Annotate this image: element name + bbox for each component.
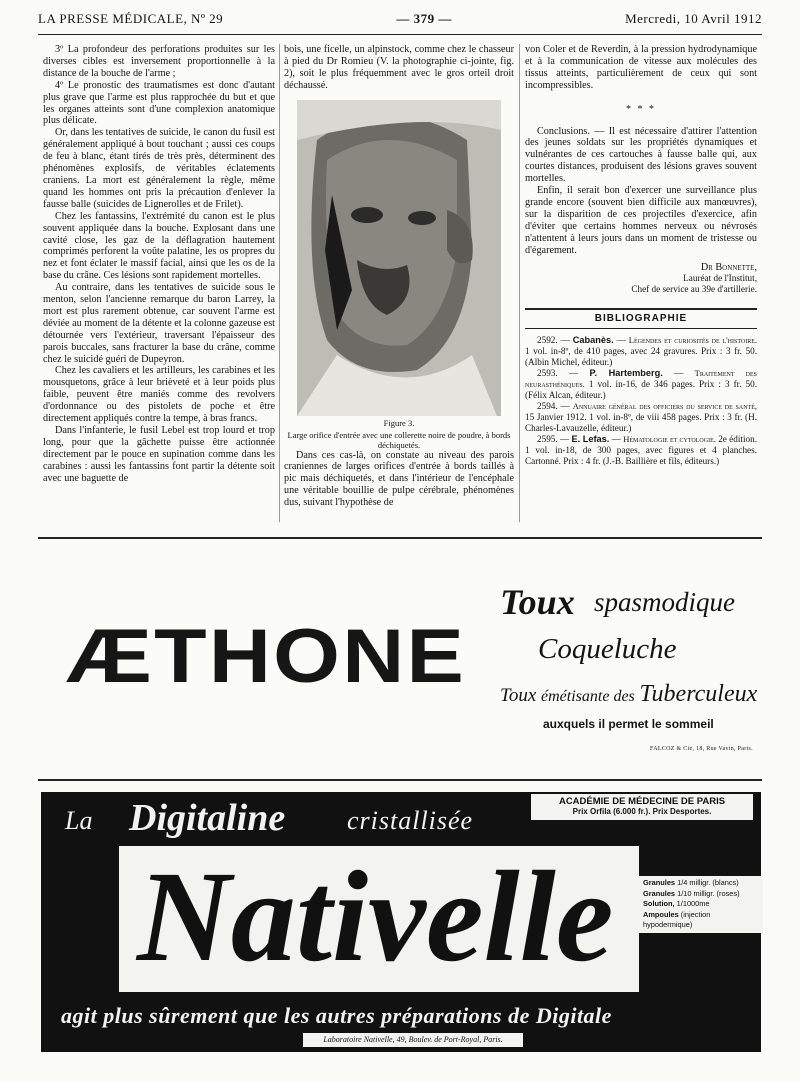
paragraph: Au contraire, dans les tentatives de suicide sous le menton, selon l'ancienne remarque du baron Larrey, la mort est plus rarement obtenue, car souvent l'arme est déviée au moment de la détente et la colonne gazeuse est détournée vers l'extérieur, traversant l'épaisseur des parois buccales, sans fracturer la base du crâne, comme chez le suicidé guéri de Dupeyron. [43,282,275,365]
page-number: — 379 — [396,11,452,26]
column-divider [519,44,520,522]
dosage-line: Ampoules (injection hypodermique) [643,909,711,929]
academie-box [531,794,753,820]
bibliography-entry: 2593. — P. Hartemberg. — Traitement des neurasthéniques. 1 vol. in-16, de 346 pages. Prix : 3 fr. 50. (Félix Alcan, éditeur.) [525,368,758,401]
article-column-1 [43,44,275,485]
author-title: Chef de service au 39e d'artillerie. [631,283,757,294]
section-separator: * * * [626,103,656,115]
paragraph: Chez les cavaliers et les artilleurs, les carabines et les mousquetons, grâce à leur brièveté et à leur poids plus faible, peuvent être maniés comme des revolvers d'ordonnance ou des pistolets de poche et être directement appliqués contre la tempe, à bras francs. [43,365,275,425]
academie-title: ACADÉMIE DE MÉDECINE DE PARIS [558,796,726,807]
paragraph: Enfin, il serait bon d'exercer une surveillance plus grande encore (souvent bien difficile aux manœuvres), sur la disparition de ces projectiles d'exercice, afin d'éviter que certains hommes nerveux ou névrosés n'attentent à leurs jours dans un moment de tristesse ou d'égarement. [525,185,757,256]
article-column-3 [525,44,757,467]
nativelle-advertisement [41,792,761,1052]
ad-separator-rule [38,537,762,539]
nativelle-brand: Nativelle [137,845,614,989]
paragraph: 4º Le pronostic des traumatismes est donc d'autant plus grave que l'arme est plus rapprochée du but et que les organes atteints sont d'une complexion anatomique plus délicate. [43,79,275,127]
laboratoire-address: Laboratoire Nativelle, 49, Boulev. de Port-Royal, Paris. [303,1033,523,1047]
aethone-advertisement [38,541,762,781]
coqueluche-word: Coqueluche [538,633,677,665]
author-name: Dr Bonnette, [700,261,757,273]
paragraph: Or, dans les tentatives de suicide, le canon du fusil est généralement appliqué à bout touchant ; aussi ces coups de feu à blanc, étant tirés de très près, déterminent des phénomènes explosifs, de véritables éclatements craniens. La mort est généralement la règle, même quand les hommes ont pris la précaution d'enlever la fausse balle (suicides de Lignerolles et de Frilet). [43,127,275,210]
cristallisee-word: cristallisée [347,806,474,835]
ad-separator-rule [38,779,762,781]
figure-label: Figure 3. [383,417,415,428]
author-title: Lauréat de l'Institut, [683,273,757,284]
falcoz-address: FALCOZ & Cie, 18, Rue Vavin, Paris. [650,746,753,752]
paragraph: von Coler et de Reverdin, à la pression hydrodynamique et à la communication de vitesse aux molécules des tissus atteints, particulièrement de ceux qui sont incompressibles. [525,44,757,91]
page-header [38,8,762,30]
bibliography-entry: 2594. — Annuaire général des officiers du service de santé, 15 Janvier 1912. 1 vol. in-8º, de viii 458 pages. Prix : 3 fr. (H. Charles-Lavauzelle, éditeur.) [525,401,757,434]
la-word: La [65,806,93,835]
issue-date: Mercredi, 10 Avril 1912 [625,11,762,26]
digitaline-word: Digitaline [129,797,286,839]
paragraph: Chez les fantassins, l'extrémité du canon est le plus souvent appliquée dans la bouche. Explosant dans une cavité close, les gaz de la déflagration hautement comprimés perforent la voûte palatine, les os propres du nez et font éclater le massif facial, ainsi que les os de la base du crâne. Ces lésions sont rapidement mortelles. [43,210,275,282]
academie-prix: Prix Orfila (6.000 fr.). Prix Desportes. [572,807,712,816]
emetisante-line: Toux émétisante des Tuberculeux [500,681,758,707]
bibliography-entry: 2595. — E. Lefas. — Hématologie et cytologie. 2e édition. 1 vol. in-18, de 300 pages, avec figures et 4 planches. Cartonné. Prix : 4 fr. (J.-B. Baillière et fils, éditeurs.) [525,434,757,467]
article-column-2 [284,44,514,509]
paragraph: Dans l'infanterie, le fusil Lebel est trop lourd et trop long, pour que la gâchette puisse être actionnée directement par le pouce en supination comme dans les carabines : aussi les fantassins font partir la détente soit avec une baguette de [43,425,275,484]
dosage-line: Granules 1/4 milligr. (blancs) [643,878,739,887]
spasmodique-word: spasmodique [594,587,735,617]
bibliography-heading: BIBLIOGRAPHIE [525,308,757,329]
sommeil-line: auxquels il permet le sommeil [543,717,714,731]
paragraph: 3º La profondeur des perforations produites sur les diverses cibles est inversement proportionnelle à la distance de la bouche de l'arme ; [43,44,275,79]
nativelle-tagline: agit plus sûrement que les autres préparations de Digitale [61,1003,612,1028]
aethone-brand: ÆTHONE [66,614,467,699]
toux-word: Toux [500,582,575,622]
paragraph: Conclusions. — Il est nécessaire d'attirer l'attention des jeunes soldats sur les propriétés dynamiques et vulnérantes de ces cartouches à fausse balle qui, aux courtes distances, produisent des lésions graves souvent mortelles. [525,125,757,185]
figure-caption: Large orifice d'entrée avec une collerette noire de poudre, à bords déchiquetés. [287,429,511,450]
paragraph: bois, une ficelle, un alpinstock, comme chez le chasseur à pied du Dr Romieu (V. la photographie ci-jointe, fig. 2), soit le plus fréquemment avec le gros orteil droit déchaussé. [284,44,514,91]
dosage-line: Granules 1/10 milligr. (roses) [643,888,740,898]
column-divider [279,44,280,522]
wounded-face-photo [297,100,501,416]
dosage-line: Solution, 1/1000me [643,899,710,908]
header-rule [38,34,762,35]
figure-3-photo [297,100,501,416]
bibliography-entry: 2592. — Cabanès. — Légendes et curiosités de l'histoire. 1 vol. in-8º, de 410 pages, avec 24 gravures. Prix : 3 fr. 50. (Albin Michel, éditeur.) [525,335,758,368]
dosage-box [639,876,763,933]
paragraph: Dans ces cas-là, on constate au niveau des parois craniennes de larges orifices d'entrée à bords taillés à pic mais déchiquetés, et dans l'intérieur de l'encéphale une véritable bouillie de pulpe cérébrale, phénomènes dus, suivant l'hypothèse de [284,449,514,509]
journal-title: LA PRESSE MÉDICALE, Nº 29 [38,11,224,26]
author-signature [525,263,757,295]
